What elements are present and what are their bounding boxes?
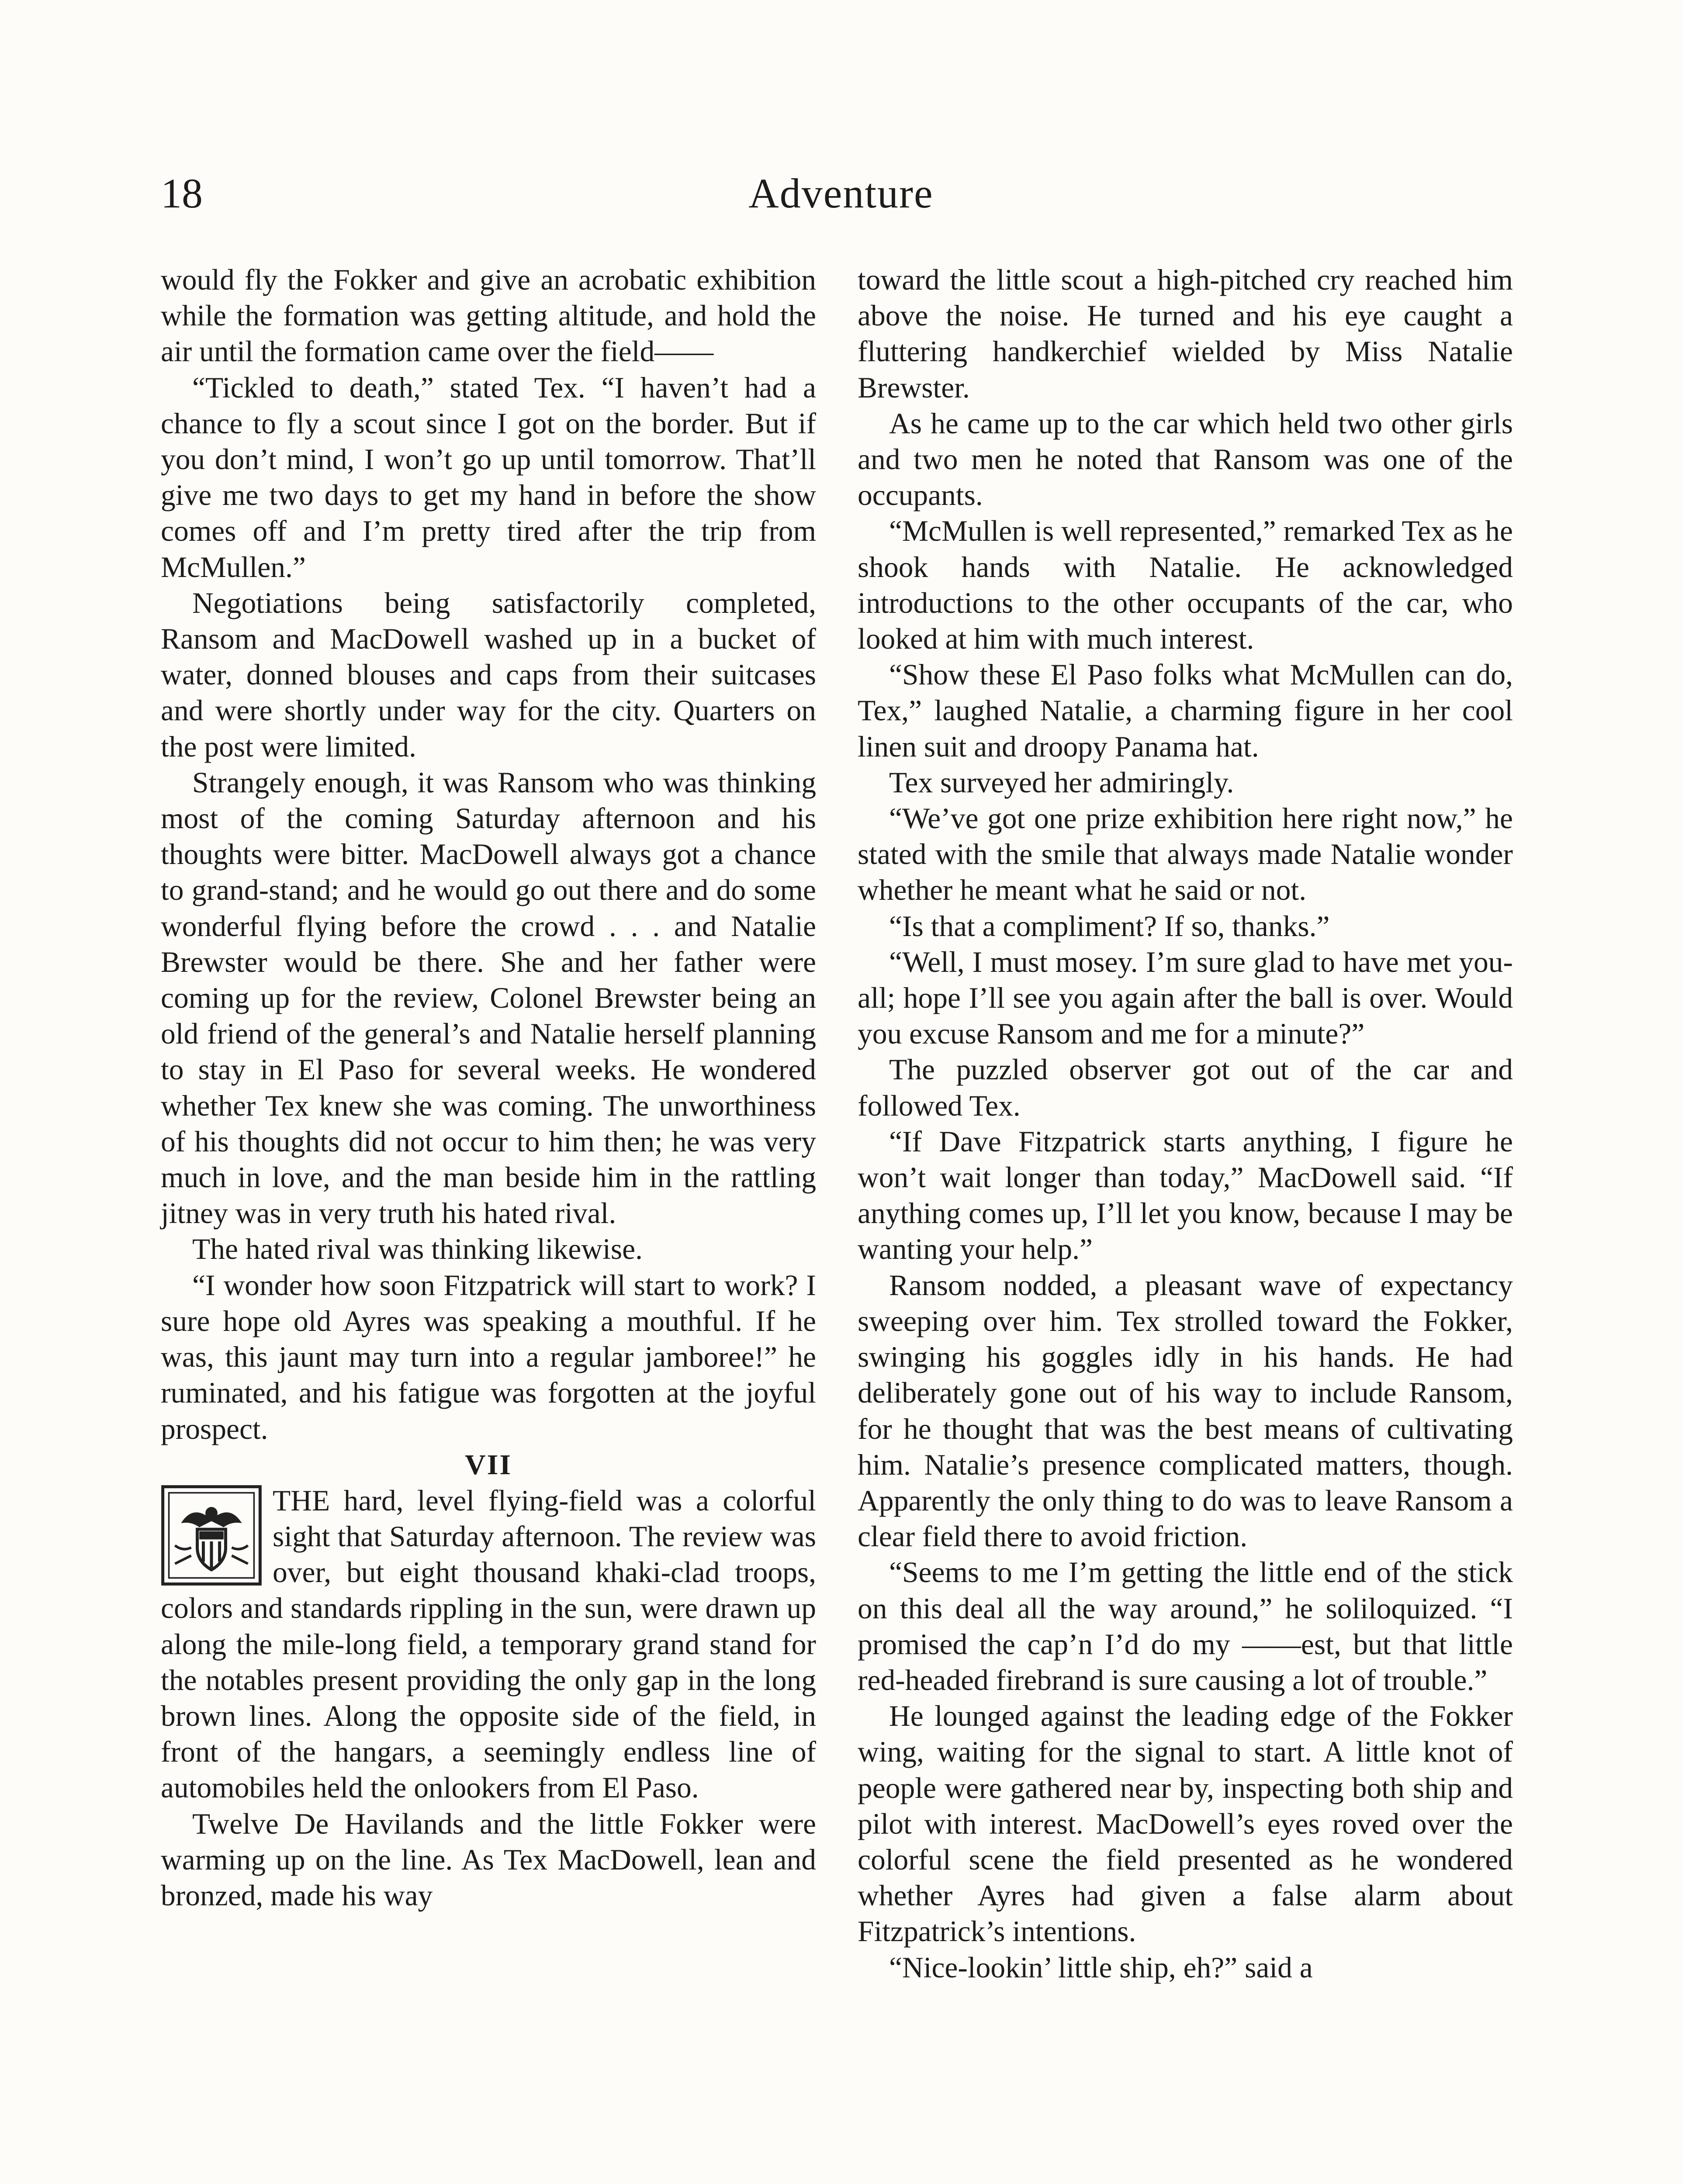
section-opening-text: THE hard, level flying-field was a colorful sight that Saturday afternoon. The review was over, but eight thousand khaki-clad troops, colors and standards rippling in the sun, were drawn up along the mile-long field, a temporary grand stand for the notables present providing the only gap in the long brown lines. Along the opposite side of the field, in front of the hangars, a seemingly endless line of automobiles held the onlookers from El Paso. [161, 1484, 816, 1804]
paragraph: “Is that a compliment? If so, thanks.” [889, 909, 1330, 943]
paragraph: “We’ve got one prize exhibition here right now,” he stated with the smile that always made Natalie wonder whether he meant what he said or not. [858, 802, 1513, 907]
section-heading: VII [464, 1448, 512, 1481]
paragraph: “Show these El Paso folks what McMullen can do, Tex,” laughed Natalie, a charming figure in her cool linen suit and droopy Panama hat. [858, 658, 1513, 763]
paragraph: toward the little scout a high-pitched cry reached him above the noise. He turned and his eye caught a fluttering handkerchief wielded by Miss Natalie Brewster. [858, 263, 1513, 404]
paragraph: “McMullen is well represented,” remarked Tex as he shook hands with Natalie. He acknowledged introductions to the other occupants of the car, who looked at him with much interest. [858, 515, 1513, 656]
paragraph: “If Dave Fitzpatrick starts anything, I figure he won’t wait longer than today,” MacDowell said. “If anything comes up, I’ll let you know, because I may be wanting your help.” [858, 1125, 1513, 1266]
page-header [161, 170, 1521, 225]
paragraph: Strangely enough, it was Ransom who was thinking most of the coming Saturday afternoon and his thoughts were bitter. MacDowell always got a chance to grand-stand; and he would go out there and do some wonderful flying before the crowd . . . and Natalie Brewster would be there. She and her father were coming up for the review, Colonel Brewster being an old friend of the general’s and Natalie herself planning to stay in El Paso for several weeks. He wondered whether Tex knew she was coming. The unworthiness of his thoughts did not occur to him then; he was very much in love, and the man beside him in the rattling jitney was in very truth his hated rival. [161, 766, 816, 1230]
paragraph: The puzzled observer got out of the car and followed Tex. [858, 1053, 1513, 1122]
paragraph: “Nice-lookin’ little ship, eh?” said a [889, 1951, 1313, 1984]
paragraph: As he came up to the car which held two other girls and two men he noted that Ransom was one of the occupants. [858, 407, 1513, 512]
paragraph: The hated rival was thinking likewise. [192, 1233, 643, 1266]
paragraph: Twelve De Havilands and the little Fokker were warming up on the line. As Tex MacDowell, lean and bronzed, made his way [161, 1807, 816, 1912]
paragraph: would fly the Fokker and give an acrobatic exhibition while the formation was getting altitude, and hold the air until the formation came over the field—— [161, 263, 816, 368]
paragraph: “I wonder how soon Fitzpatrick will start to work? I sure hope old Ayres was speaking a mouthful. If he was, this jaunt may turn into a regular jamboree!” he ruminated, and his fatigue was forgotten at the joyful prospect. [161, 1268, 816, 1445]
paragraph: Negotiations being satisfactorily completed, Ransom and MacDowell washed up in a bucket of water, donned blouses and caps from their suitcases and were shortly under way for the city. Quarters on the post were limited. [161, 586, 816, 763]
section-opening-paragraph [161, 1483, 816, 1806]
paragraph: Ransom nodded, a pleasant wave of expectancy sweeping over him. Tex strolled toward the Fokker, swinging his goggles idly in his hands. He had deliberately gone out of his way to include Ransom, for he thought that was the best means of cultivating him. Natalie’s presence complicated matters, though. Apparently the only thing to do was to leave Ransom a clear field there to avoid friction. [858, 1268, 1513, 1553]
eagle-shield-icon [161, 1485, 262, 1586]
left-column [161, 262, 816, 1914]
paragraph: Tex surveyed her admiringly. [889, 766, 1234, 799]
paragraph: “Well, I must mosey. I’m sure glad to have met you-all; hope I’ll see you again after the ball is over. Would you excuse Ransom and me for a minute?” [858, 945, 1513, 1051]
paragraph: He lounged against the leading edge of the Fokker wing, waiting for the signal to start. A little knot of people were gathered near by, inspecting both ship and pilot with interest. MacDowell’s eyes roved over the colorful scene the field presented as he wondered whether Ayres had given a false alarm about Fitzpatrick’s intentions. [858, 1700, 1513, 1948]
page-number: 18 [161, 170, 203, 217]
right-column [858, 262, 1513, 1986]
paragraph: “Seems to me I’m getting the little end of the stick on this deal all the way around,” he soliloquized. “I promised the cap’n I’d do my ——est, but that little red-headed firebrand is sure causing a lot of trouble.” [858, 1556, 1513, 1697]
paragraph: “Tickled to death,” stated Tex. “I haven’t had a chance to fly a scout since I got on the border. But if you don’t mind, I won’t go up until tomorrow. That’ll give me two days to get my hand in before the show comes off and I’m pretty tired after the trip from McMullen.” [161, 371, 816, 584]
running-title: Adventure [748, 170, 934, 217]
